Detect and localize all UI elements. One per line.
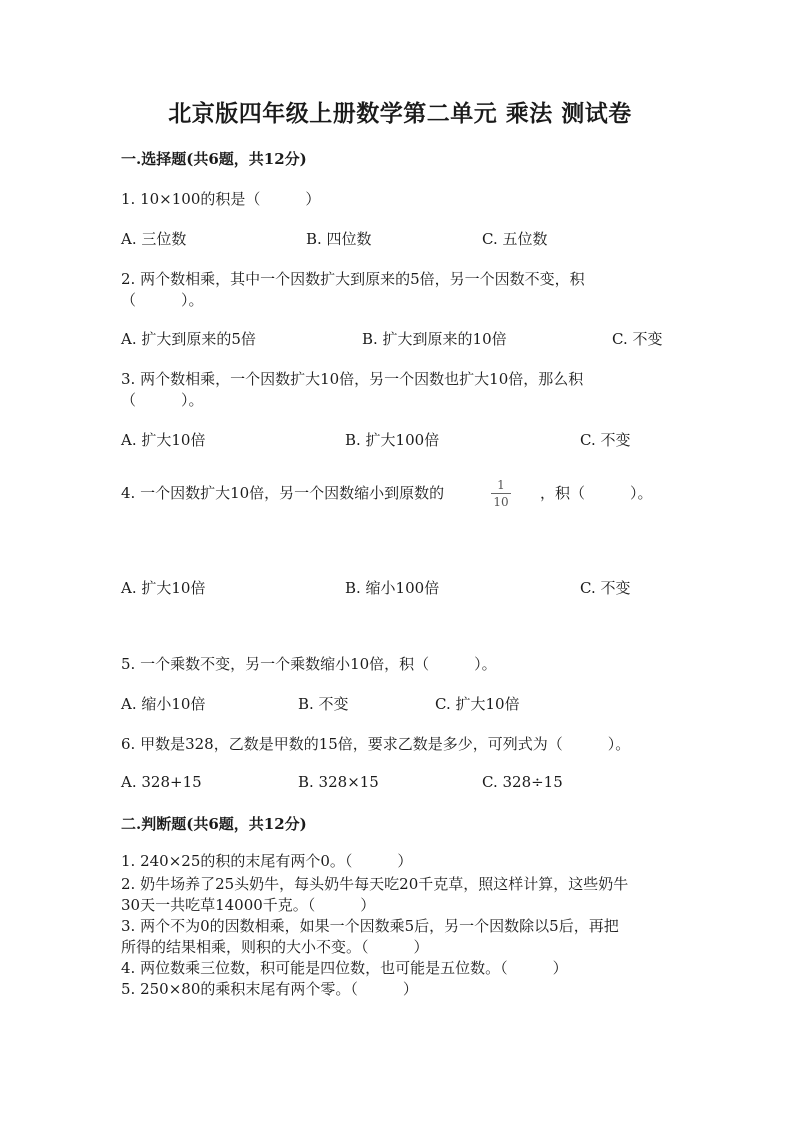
q4-option-c: C. 不变 bbox=[580, 579, 631, 597]
judgement-line-4: 3. 两个不为0的因数相乘，如果一个因数乘5后，另一个因数除以5后，再把 bbox=[121, 917, 619, 935]
question-4-text-after: ，积（ ）。 bbox=[540, 484, 653, 502]
q3-option-c: C. 不变 bbox=[580, 431, 631, 449]
q2-option-b: B. 扩大到原来的10倍 bbox=[362, 330, 507, 348]
section-heading-judgement: 二.判断题(共6题，共12分) bbox=[121, 815, 307, 833]
question-2-line2: （ ）。 bbox=[121, 291, 204, 309]
question-3-line1: 3. 两个数相乘，一个因数扩大10倍，另一个因数也扩大10倍，那么积 bbox=[121, 370, 584, 388]
fraction-numerator: 1 bbox=[497, 478, 505, 492]
question-6: 6. 甲数是328，乙数是甲数的15倍，要求乙数是多少，可列式为（ ）。 bbox=[121, 735, 631, 753]
judgement-line-1: 1. 240×25的积的末尾有两个0。（ ） bbox=[121, 852, 413, 870]
q5-option-b: B. 不变 bbox=[298, 695, 349, 713]
question-3-line2: （ ）。 bbox=[121, 391, 204, 409]
question-4-text: 4. 一个因数扩大10倍，另一个因数缩小到原数的 bbox=[121, 484, 445, 502]
q3-option-b: B. 扩大100倍 bbox=[345, 431, 440, 449]
q4-option-a: A. 扩大10倍 bbox=[121, 579, 206, 597]
question-1: 1. 10×100的积是（ ） bbox=[121, 190, 321, 208]
judgement-line-2: 2. 奶牛场养了25头奶牛，每头奶牛每天吃20千克草，照这样计算，这些奶牛 bbox=[121, 875, 629, 893]
q6-option-b: B. 328×15 bbox=[298, 773, 379, 791]
fraction-one-tenth bbox=[491, 478, 511, 509]
q6-option-a: A. 328+15 bbox=[121, 773, 202, 791]
q3-option-a: A. 扩大10倍 bbox=[121, 431, 206, 449]
section-heading-choice: 一.选择题(共6题，共12分) bbox=[121, 150, 307, 168]
judgement-line-6: 4. 两位数乘三位数，积可能是四位数，也可能是五位数。（ ） bbox=[121, 959, 568, 977]
judgement-line-3: 30天一共吃草14000千克。（ ） bbox=[121, 896, 376, 914]
q1-option-a: A. 三位数 bbox=[121, 230, 187, 248]
q5-option-a: A. 缩小10倍 bbox=[121, 695, 206, 713]
q4-option-b: B. 缩小100倍 bbox=[345, 579, 440, 597]
judgement-line-5: 所得的结果相乘，则积的大小不变。（ ） bbox=[121, 938, 429, 956]
q2-option-c: C. 不变 bbox=[612, 330, 663, 348]
fraction-denominator: 10 bbox=[493, 495, 509, 509]
page-title: 北京版四年级上册数学第二单元 乘法 测试卷 bbox=[168, 100, 632, 127]
q1-option-b: B. 四位数 bbox=[306, 230, 372, 248]
question-2-line1: 2. 两个数相乘，其中一个因数扩大到原来的5倍，另一个因数不变，积 bbox=[121, 270, 585, 288]
fraction-bar bbox=[491, 493, 511, 494]
q1-option-c: C. 五位数 bbox=[482, 230, 548, 248]
judgement-line-7: 5. 250×80的乘积末尾有两个零。（ ） bbox=[121, 980, 418, 998]
q5-option-c: C. 扩大10倍 bbox=[435, 695, 520, 713]
q2-option-a: A. 扩大到原来的5倍 bbox=[121, 330, 256, 348]
q6-option-c: C. 328÷15 bbox=[482, 773, 563, 791]
question-5: 5. 一个乘数不变，另一个乘数缩小10倍，积（ ）。 bbox=[121, 655, 497, 673]
